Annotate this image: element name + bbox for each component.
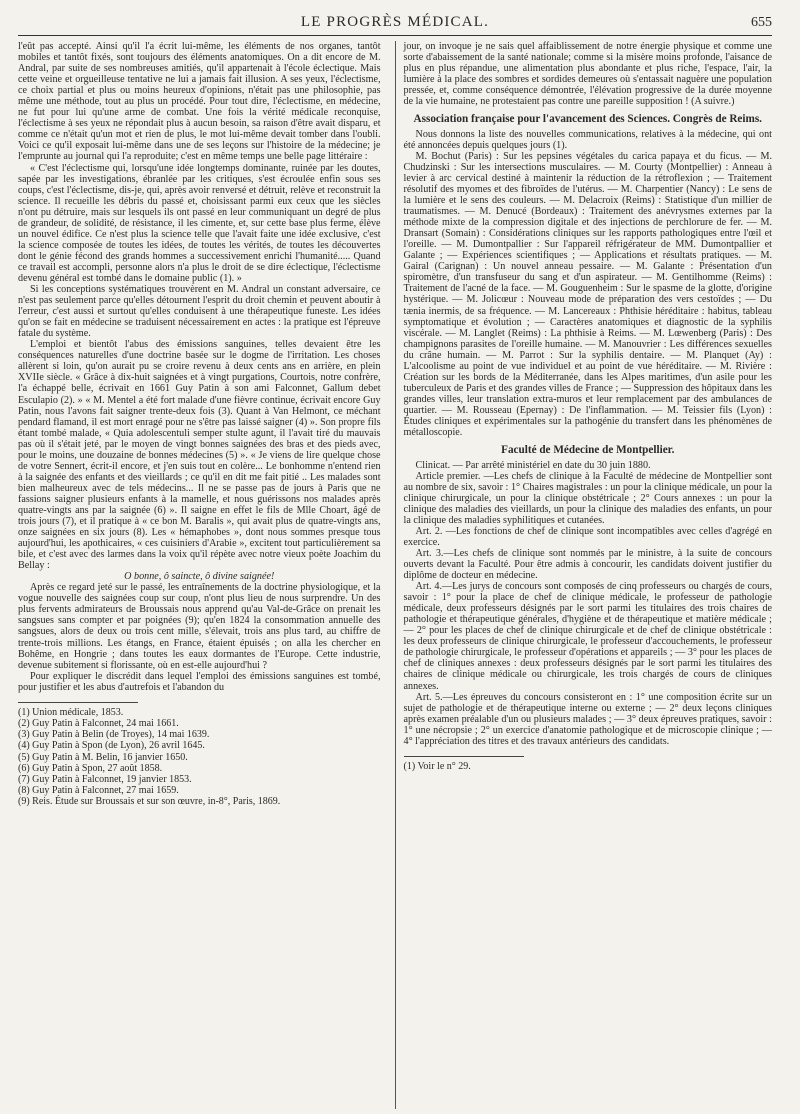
right-column [402,41,772,1109]
footnote: (1) Voir le n° 29. [403,760,471,772]
section-heading-association: Association française pour l'avancement des Sciences. Congrès de Reims. [413,113,762,126]
footnotes [18,707,381,808]
footnote: (3) Guy Patin à Belin (de Troyes), 14 mai 1639. [18,729,210,741]
section-heading-faculte: Faculté de Médecine de Montpellier. [501,444,675,457]
verse-quote: O bonne, ô saincte, ô divine saignée! [124,571,275,583]
paragraph: jour, on invoque je ne sais quel affaiblissement de notre énergie physique et comme une sorte d'abaissement de la santé nationale; comme si la misère moins profonde, l'aisance de plus en plus répandue, une alimentation plus abondante et plus riche, l'espace, l'air, la lumière à la place des sombres et sordides demeures où s'entassait naguère une population pressée, et, comme conséquence démontrée, l'élévation progressive de la durée moyenne de la vie humaine, ne protestaient pas contre une pareille supposition ! (A suivre.) [403,41,772,108]
page-header [18,14,772,36]
footnote-divider [18,702,138,703]
footnote: (2) Guy Patin à Falconnet, 24 mai 1661. [18,717,179,729]
column-rule [395,41,396,1109]
paragraph: Si les conceptions systématiques trouvèrent en M. Andral un constant adversaire, ce n'est pas seulement parce qu'elles détournent l'esprit du droit chemin et peuvent aboutir à l'erreur, c'est aussi et surtout qu'elles conduisent à une thérapeutique funeste. Les idées qu'on se fait en médecine se traduisent nécessairement en actes : la pratique est l'épreuve fatale du système. [18,284,381,340]
paragraph: l'eût pas accepté. Ainsi qu'il l'a écrit lui-même, les éléments de nos organes, tantôt mobiles et tantôt fixés, sont toujours des éléments anatomiques. On a dit encore de M. Andral, par suite de ses nombreuses amitiés, qu'il appartenait à l'école éclectique. Mais cette veine et orgueilleuse tentative ne lui a jamais fait illusion. A ses yeux, l'éclectisme, ce choix partial et plus ou moins heureux d'opinions, n'était pas une philosophie, pas même une méthode, tout au plus un procédé. Pour tout dire, l'éclectisme, en médecine, ne fut pour lui qu'une arme de combat. Une fois la vérité médicale reconquise, l'éclectisme à ses yeux ne répondait plus à aucun besoin, sa raison d'être avait disparu, et comme ce n'était qu'un mot et rien de plus, le mot lui-même devait tomber dans l'oubli. Voici ce qu'il exposait lui-même dans une de ses leçons sur l'histoire de la médecine; je l'emprunte au journal qui l'a reproduite; c'est en même temps une belle page littéraire : [18,41,381,163]
paragraph: Article premier. —Les chefs de clinique à la Faculté de médecine de Montpellier sont au nombre de six, savoir : 1° Chaires magistrales : un pour la clinique médicale, un pour la clinique chirurgicale, un pour la clinique obstétricale ; 2° Cours annexes : un pour la clinique des maladies des vieillards, un pour la clinique des maladies des enfants, un pour la clinique des maladies syphilitiques et cutanées. [403,470,772,526]
footnote: (6) Guy Patin à Spon, 27 août 1858. [18,762,163,774]
paragraph: Nous donnons la liste des nouvelles communications, relatives à la médecine, qui ont été annoncées depuis quelques jours (1). [403,128,772,151]
communications-list: M. Bochut (Paris) : Sur les pepsines végétales du carica papaya et du ficus. — M. Chudzinski : Sur les intersections musculaires. — M. Courty (Montpellier) : Anneau à levier à arc cervical destiné à maintenir la réduction de la rétroflexion ; — Traitement résolutif des myomes et des fibroïdes de l'utérus. — M. Charpentier (Nancy) : Le sens de la lumière et le sens des couleurs. — M. Delacroix (Reims) : Statistique d'un millier de traumatismes. — M. Denucé (Bordeaux) : Traitement des anévrysmes externes par la méthode mixte de la compression digitale et des injections de perchlorure de fer. — M. Dransart (Somain) : Considérations cliniques sur les rapports pathologiques entre l'œil et l'oreille. — M. Dumontpallier : Sur l'appareil réfrigérateur de MM. Dumontpallier et Galante ; — Expériences scientifiques ; — Applications et résultats pratiques. — M. Gairal (Carignan) : Un nouvel anneau pessaire. — M. Galante : Présentation d'un spiromètre, d'un transfuseur du sang et d'un aspirateur. — M. Gentilhomme (Reims) : Traitement de l'acné de la face. — M. Gouguenheim : Sur le spasme de la glotte, d'origine hystérique. — M. Jolicœur : Nouveau mode de préparation des vers cestoïdes ; — Du tænia inermis, de sa fréquence. — M. Lancereaux : Phthisie héréditaire : habitus, tableau symptomatique et évolution ; — Caractères anatomiques et diagnostic de la syphilis viscérale. — M. Langlet (Reims) : La phthisie à Reims. — M. Lœwenberg (Paris) : Des champignons parasites de l'oreille humaine. — M. Manouvrier : Les différences sexuelles du crâne humain. — M. Parrot : Sur la syphilis dentaire. — M. Planquet (Ay) : L'alcoolisme au point de vue individuel et au point de vue héréditaire. — M. Rivière : Création sur les bords de la Méditerranée, dans les Alpes maritimes, d'un asile pour les tuberculeux de Paris et des grandes villes de France ; — Suppression des hôpitaux dans les grandes villes, leur translation extra-muros et leur remplacement par des ambulances de quartier. — M. Rousseau (Epernay) : De l'inflammation. — M. Teissier fils (Lyon) : Études cliniques et expérimentales sur la pathogénie du transfert dans les phénomènes de métalloscopie. [403,150,772,439]
footnote-divider [404,756,524,757]
footnote: (5) Guy Patin à M. Belin, 16 janvier 1650. [18,751,188,763]
footnote: (4) Guy Patin à Spon (de Lyon), 26 avril 1645. [18,740,205,752]
paragraph: L'emploi et bientôt l'abus des émissions sanguines, telles devaient être les conséquences naturelles d'une doctrine basée sur le dogme de l'irritation. Les choses allèrent si loin, qu'on aurait pu se croire revenu à deux cents ans en arrière, en plein XVIIe siècle. « Grâce à dix-huit saignées et à vingt purgations, Courtois, notre confrère, l'a échappé belle, écrivait en 1661 Guy Patin à son ami Falconnet, Gallum debet Esculapio (2). » « M. Mentel a été fort malade d'une fièvre continue, écrivait encore Guy Patin, nous l'avons fait saigner trente-deux fois (3). Quant à Van Helmont, ce méchant pendard flamand, il est mort enragé pour ne s'être pas laissé saigner (4) ». Son propre fils étant tombé malade, « Quia adolescentuli semper stulte agunt, il l'avait tiré du mauvais pas où il s'était jeté, par le moyen de vingt bonnes saignées des bras et des pieds avec, pour le moins, une douzaine de bonnes médecines (5) ». « Je viens de lire quelque chose de votre Sennert, écrit-il encore, et j'en suis tout en colère... Le bonhomme n'entend rien à la saignée des enfants et des vieillards ; ce qu'il en dit me fait pitié .. Les malades sont bien malheureux avec de tels médecins... Il ne se passe pas de jours à Paris que ne fassions saigner plusieurs enfants à la mamelle, et nous guérissons nos malades après quatre-vingts ans par la saignée (6) ». Il saigne en effet le fils de Mlle Choart, âgé de trois jours (7), et il pratique à « ce bon M. Baralis », qui avait plus de quatre-vingts ans, onze saignées en six jours (8). Les « hémaphobes », dont nous sommes presque tous aujourd'hui, les apothicaires, « ces cuisiniers d'Arabie », excitent tout particulièrement sa bile, et c'est avec des larmes dans la voix qu'il répète avec notre vieux poète Joachim du Bellay : [18,339,381,572]
paragraph: Clinicat. — Par arrêté ministériel en date du 30 juin 1880. [415,459,651,471]
journal-title: LE PROGRÈS MÉDICAL. [300,14,490,30]
footnote: (8) Guy Patin à Falconnet, 27 mai 1659. [18,785,179,797]
left-column [18,41,389,1109]
footnote: (7) Guy Patin à Falconnet, 19 janvier 1853. [18,773,192,785]
paragraph: Art. 2. —Les fonctions de chef de clinique sont incompatibles avec celles d'agrégé en exercice. [403,525,772,548]
paragraph: Art. 3.—Les chefs de clinique sont nommés par le ministre, à la suite de concours ouverts devant la Faculté. Pour être admis à concourir, les candidats doivent justifier du diplôme de docteur en médecine. [403,547,772,582]
paragraph: Pour expliquer le discrédit dans lequel l'emploi des émissions sanguines est tombé, pour justifier et les abus d'autrefois et l'abandon du [18,670,381,693]
footnote: (1) Union médicale, 1853. [18,706,124,718]
footnote: (9) Reis. Étude sur Broussais et sur son œuvre, in-8°, Paris, 1869. [18,796,281,808]
two-column-body [18,41,772,1109]
paragraph: Art. 4.—Les jurys de concours sont composés de cinq professeurs ou chargés de cours, savoir : 1° pour la place de chef de clinique médicale, le professeur de pathologie médicale, deux professeurs désignés par le sort parmi les titulaires des trois chaires de pathologie et thérapeutique générales, d'hygiène et de thérapeutique et matière médicale ; — 2° pour les places de chef de clinique chirurgicale et de chef de clinique obstétricale : les deux professeurs de clinique chirurgicale, le professeur d'accouchements, le professeur de pathologie chirurgicale, le professeur d'opérations et appareils ; — 3° pour les places de chef de cliniques annexes : deux professeurs désignés par le sort parmi les titulaires des chaires de clinique médicale ou chirurgicale, les trois chargés de cours de cliniques annexes. [403,581,772,692]
paragraph: Après ce regard jeté sur le passé, les entraînements de la doctrine physiologique, et la vogue nouvelle des saignées coup sur coup, n'ont plus lieu de nous surprendre. Un des plus fervents admirateurs de Broussais nous apprend qu'au Val-de-Grâce on prenait les sangsues sans compter et par poignées (9); qu'en 1824 la consommation annuelle des sangsues, alors de deux ou trois cent mille, s'élevait, trois ans plus tard, au chiffre de trente-trois millions. Les étangs, en France, étaient épuisés ; on alla les chercher en Bohême, en Hongrie ; dans toutes les eaux dormantes de l'Europe. Cette industrie, devenue subitement si florissante, où en est-elle aujourd'hui ? [18,582,381,671]
paragraph: Art. 5.—Les épreuves du concours consisteront en : 1° une composition écrite sur un sujet de pathologie et de thérapeutique interne ou externe ; — 2° deux leçons cliniques après examen préalable d'un ou plusieurs malades ; — 3° deux épreuves pratiques, savoir : 1° une nécropsie ; 2° un exercice d'anatomie pathologique et de microscopie clinique ; — 4° l'appréciation des titres et des travaux antérieurs des candidats. [403,691,772,747]
paragraph: « C'est l'éclectisme qui, lorsqu'une idée longtemps dominante, ruinée par les doutes, sapée par les investigations, ébranlée par les critiques, s'est écroulée enfin sous ses coups, c'est l'éclectisme, dis-je, qui, après avoir renversé et détruit, relève et reconstruit la science. Il recueille les débris du passé et, choisissant parmi eux ceux que les siècles n'ont pu détruire, mais sur lesquels ils ont passé en leur communiquant un degré de plus de grandeur, de solidité, de résistance, il les cimente, et, sur cette base plus ferme, élève un nouvel édifice. Ce n'est plus la science telle que l'avait faite une idée exclusive, c'est la science composée de toutes les idées, de toutes les vérités, de toutes les découvertes dont le génie fécond des grands hommes a successivement enrichi l'humanité..... Quand ce travail est accompli, personne alors n'a plus le droit de se dire éclectique, l'éclectisme devenu général est tombé dans le domaine public (1). » [18,162,381,284]
page-number: 655 [751,15,772,30]
